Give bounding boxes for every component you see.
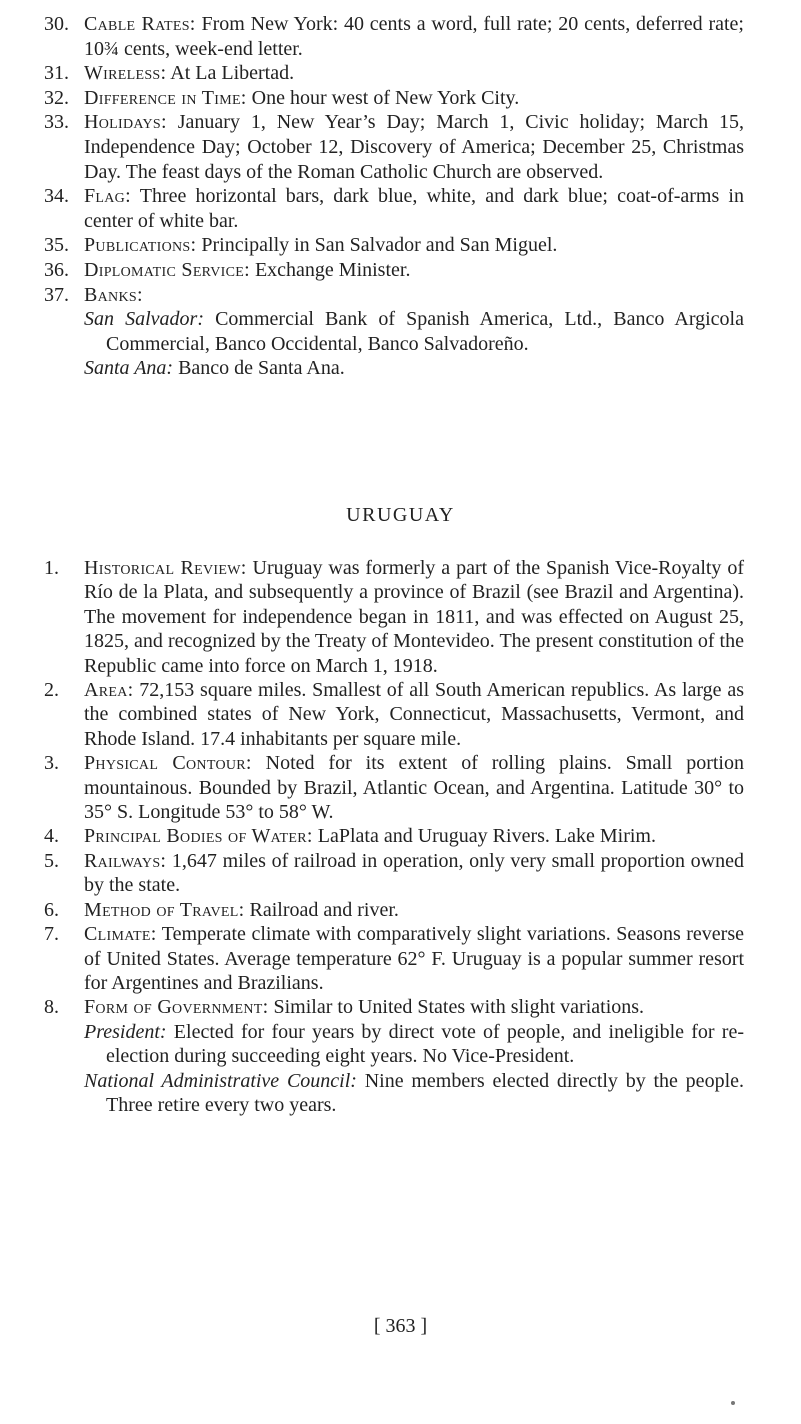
government-president <box>84 1020 744 1069</box>
entry-heading: Physical Contour: <box>84 752 252 775</box>
entry-number: 7. <box>44 923 59 946</box>
entry-number: 8. <box>44 996 59 1019</box>
salvador-entries <box>44 12 744 381</box>
entry-historical-review <box>44 556 744 678</box>
entry-form-of-government <box>44 995 744 1117</box>
entry-number: 3. <box>44 752 59 775</box>
entry-number: 31. <box>44 62 69 85</box>
entry-text: 1,647 miles of railroad in operation, only very small proportion owned by the state. <box>84 849 744 897</box>
bank-list: Commercial Bank of Spanish America, Ltd., Banco Argicola Commercial, Banco Occidental, Banco Salvadoreño. <box>106 308 744 355</box>
entry-text: Noted for its extent of rolling plains. Small portion mountainous. Bounded by Brazil, Atlantic Ocean, and Argentina. Latitude 30° to 35° S. Longitude 53° to 58° W. <box>84 752 744 824</box>
entry-method-of-travel <box>44 898 744 922</box>
entry-text: 72,153 square miles. Smallest of all South American republics. As large as the combined states of New York, Connecticut, Massachusetts, Vermont, and Rhode Island. 17.4 inhabitants per square mile. <box>84 679 744 750</box>
entry-number: 2. <box>44 679 59 702</box>
entry-heading: Flag: <box>84 185 131 208</box>
government-text: Elected for four years by direct vote of people, and ineligible for re-election during succeeding eight years. No Vice-President. <box>106 1020 744 1068</box>
page-number: [ 363 ] <box>373 1315 428 1337</box>
government-label: President: <box>84 1020 167 1043</box>
entry-heading: Difference in Time: <box>84 86 247 109</box>
print-speck <box>731 1401 735 1405</box>
entry-heading: Area: <box>84 679 134 702</box>
entry-text: Three horizontal bars, dark blue, white, and dark blue; coat-of-arms in center of white bar. <box>84 185 744 232</box>
entry-text: January 1, New Year’s Day; March 1, Civic holiday; March 15, Independence Day; October 12, Discovery of America; December 25, Christmas Day. The feast days of the Roman Catholic Church are observed. <box>84 111 744 183</box>
government-text: Nine members elected directly by the people. Three retire every two years. <box>106 1069 744 1116</box>
government-label: National Administrative Council: <box>84 1069 357 1092</box>
entry-text: Uruguay was formerly a part of the Spanish Vice-Royalty of Río de la Plata, and subsequently a province of Brazil (see Brazil and Argentina). The movement for independence began in 1811, and was effected on August 25, 1825, and recognized by the Treaty of Montevideo. The present constitution of the Republic came into force on March 1, 1918. <box>84 557 745 677</box>
entry-difference-in-time <box>44 86 744 111</box>
entry-number: 35. <box>44 234 69 257</box>
bank-place: Santa Ana: <box>84 357 174 380</box>
entry-text: Temperate climate with comparatively slight variations. Seasons reverse of United States. Average temperature 62° F. Uruguay is a popular summer resort for Argentines and Brazilians. <box>84 923 744 994</box>
entry-railways <box>44 849 744 898</box>
entry-physical-contour <box>44 751 744 824</box>
entry-text: LaPlata and Uruguay Rivers. Lake Mirim. <box>312 825 656 848</box>
bank-group-santa-ana <box>84 356 744 381</box>
entry-flag <box>44 184 744 233</box>
entry-heading: Historical Review: <box>84 557 247 579</box>
entry-heading: Diplomatic Service: <box>84 258 250 281</box>
government-council <box>84 1069 744 1118</box>
entry-area <box>44 678 744 751</box>
entry-number: 33. <box>44 111 69 134</box>
entry-text: One hour west of New York City. <box>246 86 520 109</box>
entry-heading: Principal Bodies of Water: <box>84 825 313 848</box>
entry-number: 6. <box>44 898 59 921</box>
entry-text: Principally in San Salvador and San Miguel. <box>196 234 558 257</box>
entry-text: Exchange Minister. <box>249 258 411 281</box>
entry-number: 36. <box>44 258 69 281</box>
entry-heading: Railways: <box>84 849 167 872</box>
entry-number: 37. <box>44 283 69 306</box>
entry-number: 34. <box>44 185 69 208</box>
uruguay-entries <box>44 556 744 1117</box>
entry-heading: Holidays: <box>84 111 167 134</box>
entry-heading: Wireless: <box>84 62 167 85</box>
entry-publications <box>44 233 744 258</box>
entry-number: 30. <box>44 13 69 35</box>
bank-place: San Salvador: <box>84 308 204 331</box>
entry-text: Similar to United States with slight variations. <box>268 996 645 1019</box>
entry-bodies-of-water <box>44 824 744 848</box>
bank-list: Banco de Santa Ana. <box>173 357 345 380</box>
entry-heading: Banks: <box>84 283 143 306</box>
entry-text: At La Libertad. <box>166 62 295 85</box>
entry-heading: Publications: <box>84 234 197 257</box>
entry-heading: Method of Travel: <box>84 898 245 921</box>
entry-wireless <box>44 61 744 86</box>
bank-group-san-salvador <box>84 307 744 356</box>
entry-heading: Climate: <box>84 923 157 946</box>
entry-cable-rates <box>44 12 744 61</box>
entry-banks <box>44 283 744 381</box>
section-title-uruguay: URUGUAY <box>346 504 455 526</box>
entry-number: 5. <box>44 849 59 872</box>
entry-number: 32. <box>44 86 69 109</box>
entry-heading: Cable Rates: <box>84 13 196 35</box>
entry-heading: Form of Government: <box>84 996 269 1019</box>
entry-climate <box>44 922 744 995</box>
entry-text: From New York: 40 cents a word, full rate; 20 cents, deferred rate; 10¾ cents, week-end letter. <box>84 13 744 60</box>
entry-diplomatic-service <box>44 258 744 283</box>
entry-number: 4. <box>44 825 59 848</box>
entry-text: Railroad and river. <box>244 898 399 921</box>
entry-holidays <box>44 110 744 184</box>
entry-number: 1. <box>44 557 59 579</box>
